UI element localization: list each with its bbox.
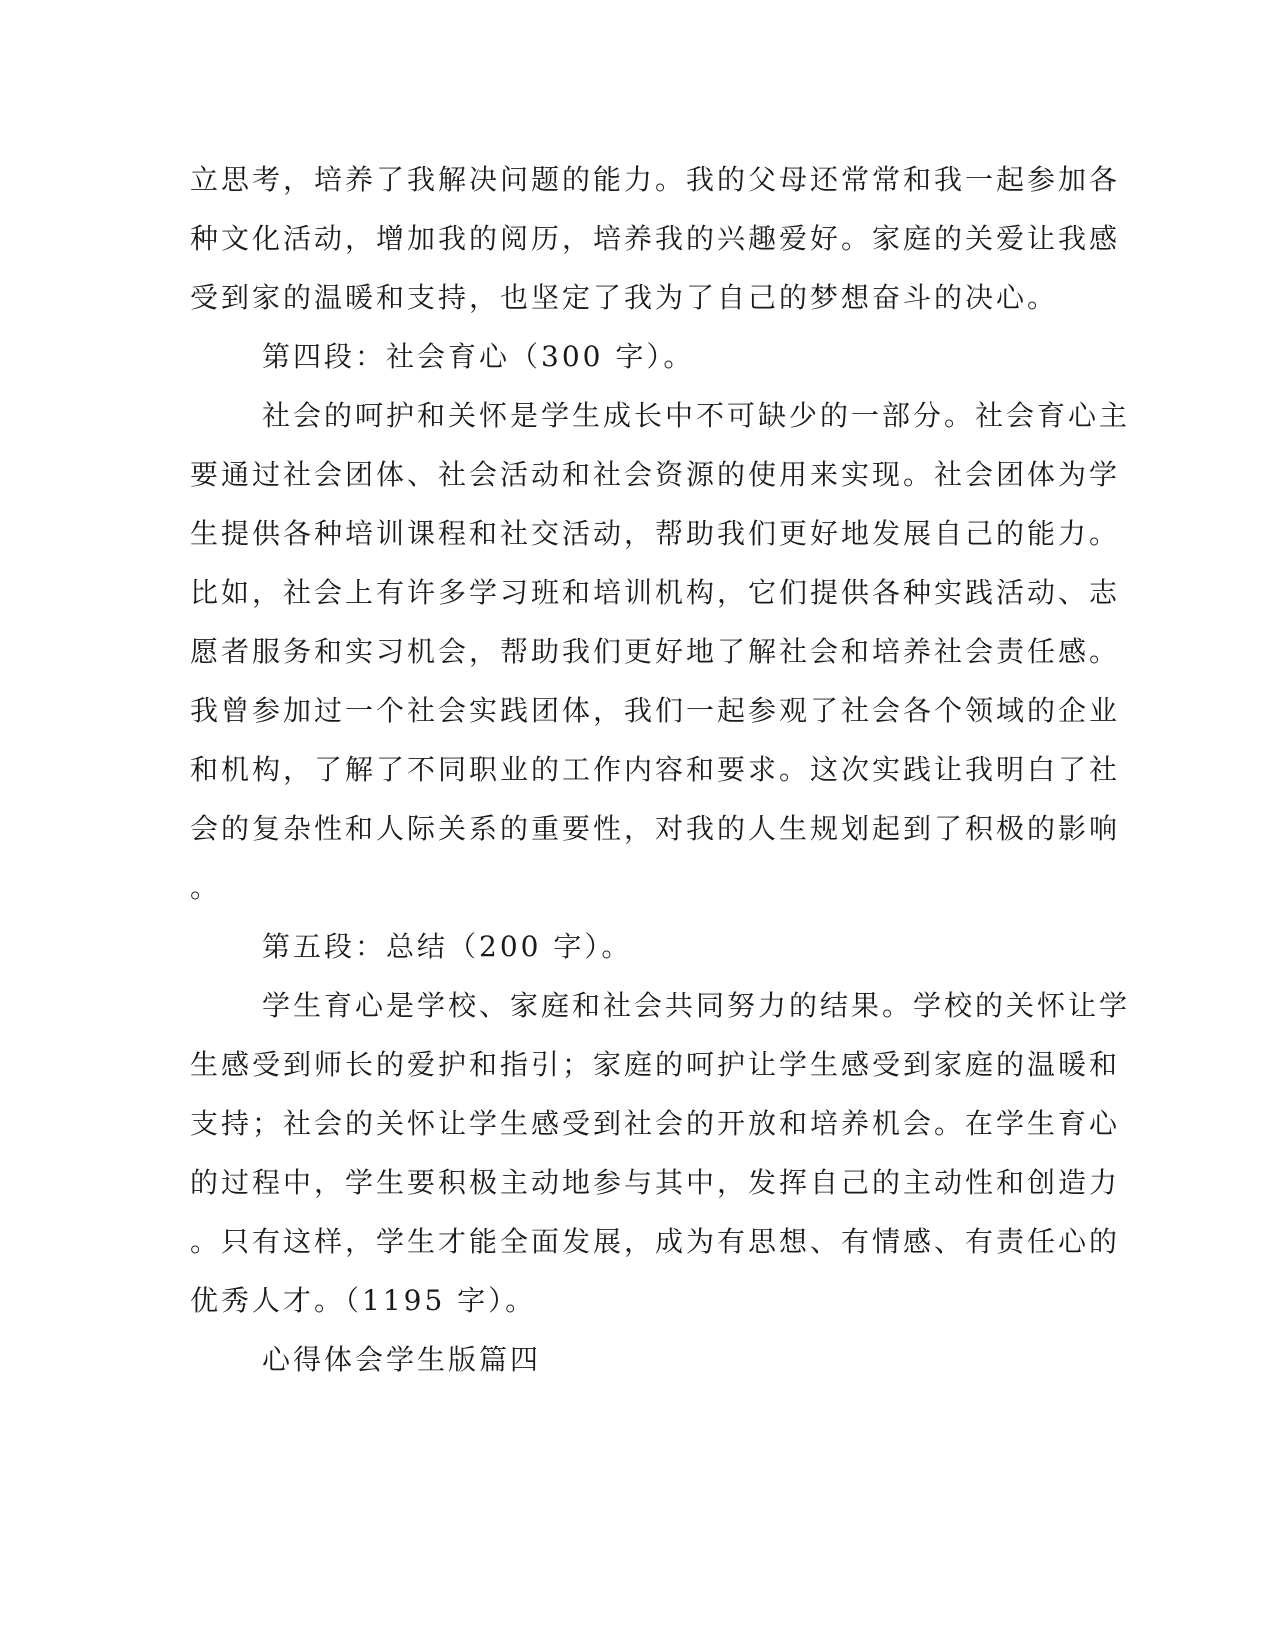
text-line: 学生育心是学校、家庭和社会共同努力的结果。学校的关怀让学 xyxy=(262,989,1131,1022)
section-heading-4: 第四段：社会育心（300 字）。 xyxy=(262,340,695,373)
text-line: 愿者服务和实习机会，帮助我们更好地了解社会和培养社会责任感。 xyxy=(190,635,1121,668)
text-line: 。只有这样，学生才能全面发展，成为有思想、有情感、有责任心的 xyxy=(190,1225,1121,1258)
text-line: 生提供各种培训课程和社交活动，帮助我们更好地发展自己的能力。 xyxy=(190,517,1121,550)
text-line: 立思考，培养了我解决问题的能力。我的父母还常常和我一起参加各 xyxy=(190,163,1121,196)
text-line: 受到家的温暖和支持，也坚定了我为了自己的梦想奋斗的决心。 xyxy=(190,281,1059,314)
text-line: 种文化活动，增加我的阅历，培养我的兴趣爱好。家庭的关爱让我感 xyxy=(190,222,1121,255)
text-line: 会的复杂性和人际关系的重要性，对我的人生规划起到了积极的影响 xyxy=(190,812,1121,845)
text-line: 社会的呵护和关怀是学生成长中不可缺少的一部分。社会育心主 xyxy=(262,399,1131,432)
section-title: 心得体会学生版篇四 xyxy=(262,1343,542,1376)
text-line: 。 xyxy=(190,871,222,904)
text-line: 支持；社会的关怀让学生感受到社会的开放和培养机会。在学生育心 xyxy=(190,1107,1121,1140)
text-line: 要通过社会团体、社会活动和社会资源的使用来实现。社会团体为学 xyxy=(190,458,1121,491)
text-line: 我曾参加过一个社会实践团体，我们一起参观了社会各个领域的企业 xyxy=(190,694,1121,727)
text-line: 生感受到师长的爱护和指引；家庭的呵护让学生感受到家庭的温暖和 xyxy=(190,1048,1121,1081)
text-line: 优秀人才。（1195 字）。 xyxy=(190,1284,537,1317)
text-line: 的过程中，学生要积极主动地参与其中，发挥自己的主动性和创造力 xyxy=(190,1166,1121,1199)
text-line: 比如，社会上有许多学习班和培训机构，它们提供各种实践活动、志 xyxy=(190,576,1121,609)
text-line: 和机构，了解了不同职业的工作内容和要求。这次实践让我明白了社 xyxy=(190,753,1121,786)
section-heading-5: 第五段：总结（200 字）。 xyxy=(262,930,633,963)
